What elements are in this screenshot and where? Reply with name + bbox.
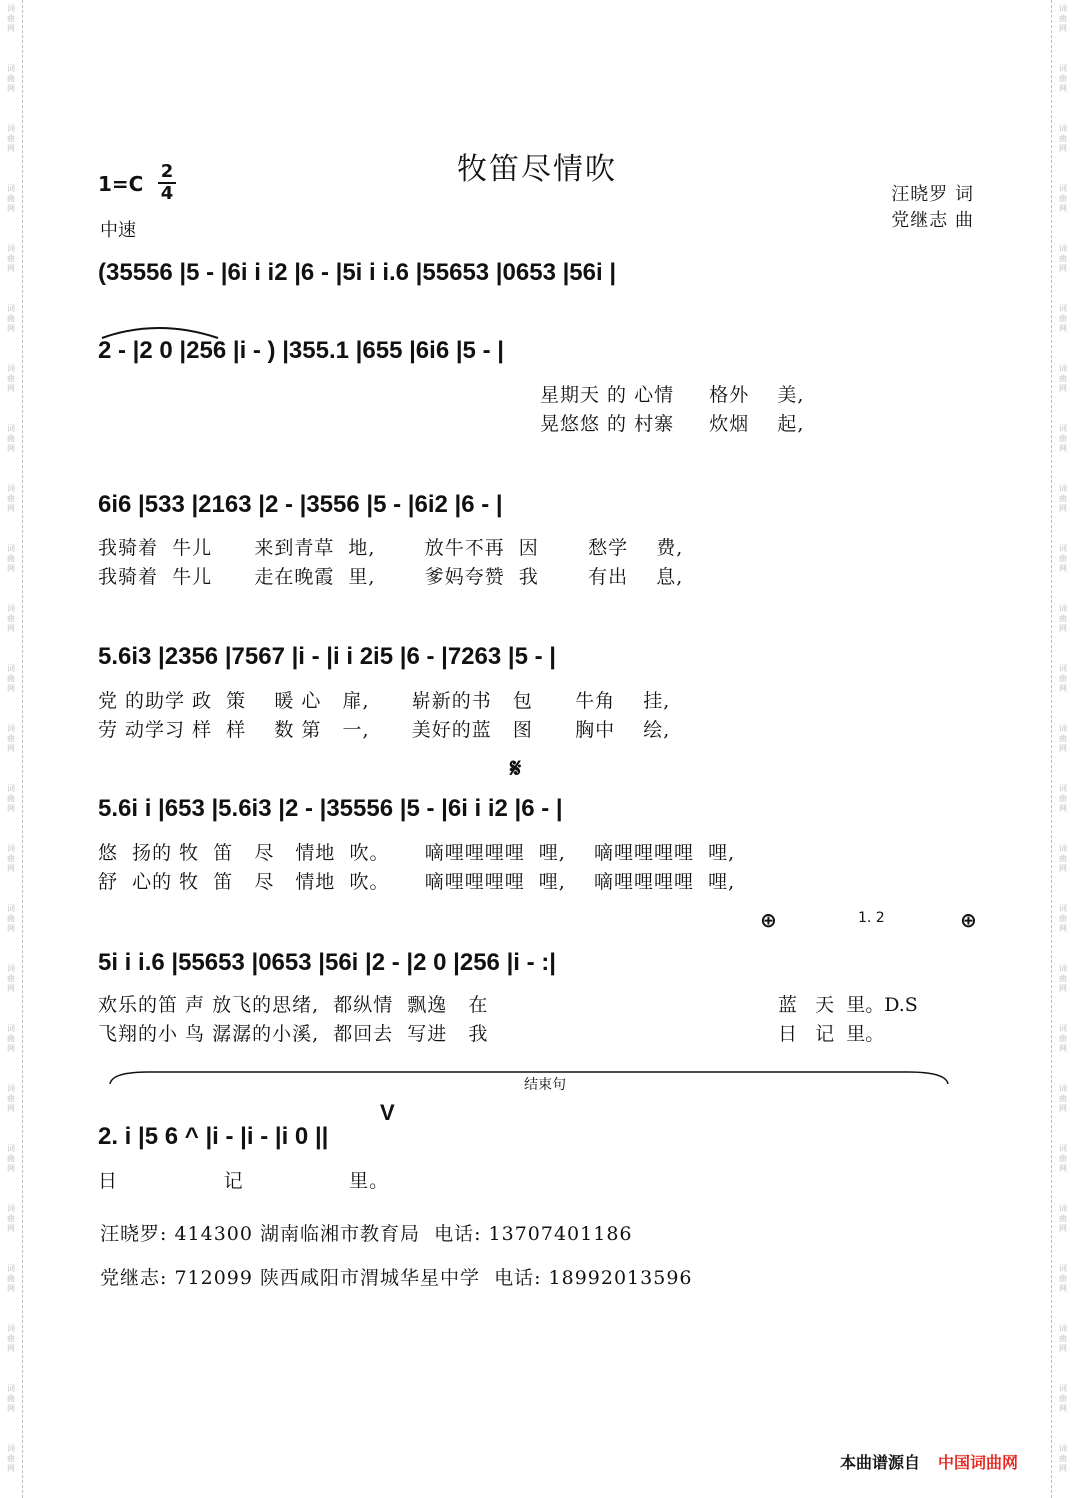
- stave-7-notation: [98, 1100, 978, 1166]
- lyric-line-3-verse-1: 我骑着 牛儿 来到青草 地, 放牛不再 因 愁学 费,: [98, 537, 684, 559]
- margin-watermark: 词 曲 网: [7, 1444, 15, 1473]
- margin-watermark: 词 曲 网: [1059, 244, 1067, 273]
- margin-watermark: 词 曲 网: [1059, 724, 1067, 753]
- margin-watermark: 词 曲 网: [7, 1084, 15, 1113]
- margin-watermark: 词 曲 网: [1059, 64, 1067, 93]
- stave-1-notes: (35556 |5 - |6i i i2 |6 - |5i i i.6 |55653 |0653 |56i |: [98, 259, 617, 286]
- contact-composer: 党继志: 712099 陕西咸阳市渭城华星中学 电话: 18992013596: [100, 1267, 693, 1289]
- margin-watermark: 词 曲 网: [7, 784, 15, 813]
- margin-watermark: 词 曲 网: [7, 844, 15, 873]
- stave-1-notation: [98, 252, 978, 302]
- lyric-line-3-verse-2: 我骑着 牛儿 走在晚霞 里, 爹妈夸赞 我 有出 息,: [98, 566, 684, 588]
- time-signature: [158, 162, 176, 204]
- stave-1: [98, 252, 978, 302]
- right-watermark-column: [1051, 0, 1074, 1498]
- breath-mark: V: [380, 1100, 395, 1125]
- margin-watermark: 词 曲 网: [1059, 304, 1067, 333]
- margin-watermark: 词 曲 网: [1059, 1324, 1067, 1353]
- margin-watermark: 词 曲 网: [1059, 364, 1067, 393]
- stave-5: [98, 788, 978, 838]
- lyric-line-6-verse-1-ending: 蓝 天 里。D.S: [778, 994, 918, 1016]
- margin-watermark: 词 曲 网: [7, 1024, 15, 1053]
- margin-watermark: 词 曲 网: [1059, 484, 1067, 513]
- margin-watermark: 词 曲 网: [1059, 1384, 1067, 1413]
- margin-watermark: 词 曲 网: [7, 1324, 15, 1353]
- stave-4-notes: 5.6i3 |2356 |7567 |i - |i i 2i5 |6 - |7263 |5 - |: [98, 643, 556, 670]
- margin-watermark: 词 曲 网: [7, 124, 15, 153]
- margin-watermark: 词 曲 网: [1059, 964, 1067, 993]
- lyricist-credit: 汪晓罗 词: [891, 184, 974, 205]
- contact-lyricist: 汪晓罗: 414300 湖南临湘市教育局 电话: 13707401186: [100, 1223, 633, 1245]
- margin-watermark: 词 曲 网: [1059, 604, 1067, 633]
- margin-watermark: 词 曲 网: [7, 424, 15, 453]
- margin-watermark: 词 曲 网: [7, 4, 15, 33]
- margin-watermark: 词 曲 网: [1059, 1264, 1067, 1293]
- time-sig-denominator: 4: [160, 183, 174, 204]
- margin-watermark: 词 曲 网: [1059, 664, 1067, 693]
- margin-watermark: 词 曲 网: [7, 1384, 15, 1413]
- margin-watermark: 词 曲 网: [7, 1144, 15, 1173]
- lyric-line-5-verse-1: 悠 扬的 牧 笛 尽 情地 吹。 嘀哩哩哩哩 哩, 嘀哩哩哩哩 哩,: [98, 842, 736, 864]
- time-sig-numerator: 2: [158, 162, 176, 184]
- lyric-line-6-verse-2-ending: 日 记 里。: [778, 1023, 885, 1045]
- margin-watermark: 词 曲 网: [7, 724, 15, 753]
- margin-watermark: 词 曲 网: [7, 604, 15, 633]
- stave-3-notes: 6i6 |533 |2163 |2 - |3556 |5 - |6i2 |6 - |: [98, 491, 503, 518]
- stave-3: [98, 484, 978, 534]
- margin-watermark: 词 曲 网: [1059, 844, 1067, 873]
- volta-bracket-label: 1. 2: [858, 910, 885, 926]
- margin-watermark: 词 曲 网: [7, 904, 15, 933]
- margin-watermark: 词 曲 网: [1059, 1084, 1067, 1113]
- margin-watermark: 词 曲 网: [7, 304, 15, 333]
- stave-3-notation: [98, 484, 978, 534]
- coda-sign-left: ⊕: [760, 908, 777, 932]
- margin-watermark: 词 曲 网: [7, 664, 15, 693]
- lyric-line-7: 日 记 里。: [98, 1170, 390, 1192]
- margin-watermark: 词 曲 网: [7, 364, 15, 393]
- lyric-line-4-verse-2: 劳 动学习 样 样 数 第 一, 美好的蓝 图 胸中 绘,: [98, 719, 671, 741]
- source-credit: [840, 1450, 1018, 1473]
- margin-watermark: 词 曲 网: [1059, 424, 1067, 453]
- lyric-line-2-verse-1: 星期天 的 心情 格外 美,: [540, 384, 805, 406]
- stave-4-notation: [98, 636, 978, 686]
- source-site-link[interactable]: 中国词曲网: [938, 1453, 1019, 1472]
- end-phrase-label: 结束句: [520, 1074, 570, 1094]
- stave-6: [98, 942, 978, 992]
- stave-5-notation: [98, 788, 978, 838]
- margin-watermark: 词 曲 网: [7, 244, 15, 273]
- stave-2-notation: [98, 330, 978, 380]
- source-label: 本曲谱源自: [840, 1453, 921, 1472]
- song-title: 牧笛尽情吹: [457, 152, 617, 187]
- tempo-marking: 中速: [100, 220, 136, 241]
- lyric-line-6-verse-1: 欢乐的笛 声 放飞的思绪, 都纵情 飘逸 在: [98, 994, 489, 1016]
- margin-watermark: 词 曲 网: [1059, 1024, 1067, 1053]
- margin-watermark: 词 曲 网: [1059, 784, 1067, 813]
- margin-watermark: 词 曲 网: [7, 1264, 15, 1293]
- stave-4: [98, 636, 978, 686]
- stave-6-notes: 5i i i.6 |55653 |0653 |56i |2 - |2 0 |256 |i - :|: [98, 949, 556, 976]
- stave-7: [98, 1100, 978, 1166]
- margin-watermark: 词 曲 网: [1059, 1204, 1067, 1233]
- margin-watermark: 词 曲 网: [7, 484, 15, 513]
- margin-watermark: 词 曲 网: [1059, 904, 1067, 933]
- margin-watermark: 词 曲 网: [1059, 1444, 1067, 1473]
- margin-watermark: 词 曲 网: [7, 64, 15, 93]
- segno-sign: 𝄋: [510, 754, 522, 784]
- lyric-line-6-verse-2: 飞翔的小 鸟 潺潺的小溪, 都回去 写进 我: [98, 1023, 489, 1045]
- margin-watermark: 词 曲 网: [7, 184, 15, 213]
- margin-watermark: 词 曲 网: [1059, 124, 1067, 153]
- coda-sign-right: ⊕: [960, 908, 977, 932]
- margin-watermark: 词 曲 网: [1059, 1144, 1067, 1173]
- lyric-line-2-verse-2: 晃悠悠 的 村寨 炊烟 起,: [540, 413, 805, 435]
- stave-2-notes: 2 - |2 0 |256 |i - ) |355.1 |655 |6i6 |5 - |: [98, 337, 504, 364]
- margin-watermark: 词 曲 网: [1059, 4, 1067, 33]
- stave-5-notes: 5.6i i |653 |5.6i3 |2 - |35556 |5 - |6i i i2 |6 - |: [98, 795, 563, 822]
- stave-2: [98, 330, 978, 380]
- lyric-line-4-verse-1: 党 的助学 政 策 暖 心 扉, 崭新的书 包 牛角 挂,: [98, 690, 671, 712]
- composer-credit: 党继志 曲: [891, 210, 974, 231]
- margin-watermark: 词 曲 网: [7, 544, 15, 573]
- left-watermark-column: [0, 0, 23, 1498]
- margin-watermark: 词 曲 网: [1059, 184, 1067, 213]
- stave-6-notation: [98, 942, 978, 992]
- stave-7-notes: 2. i |5 6 ^ |i - |i - |i 0 ||: [98, 1123, 329, 1150]
- margin-watermark: 词 曲 网: [7, 964, 15, 993]
- lyric-line-5-verse-2: 舒 心的 牧 笛 尽 情地 吹。 嘀哩哩哩哩 哩, 嘀哩哩哩哩 哩,: [98, 871, 736, 893]
- margin-watermark: 词 曲 网: [7, 1204, 15, 1233]
- key-signature: 1=C: [98, 172, 144, 196]
- margin-watermark: 词 曲 网: [1059, 544, 1067, 573]
